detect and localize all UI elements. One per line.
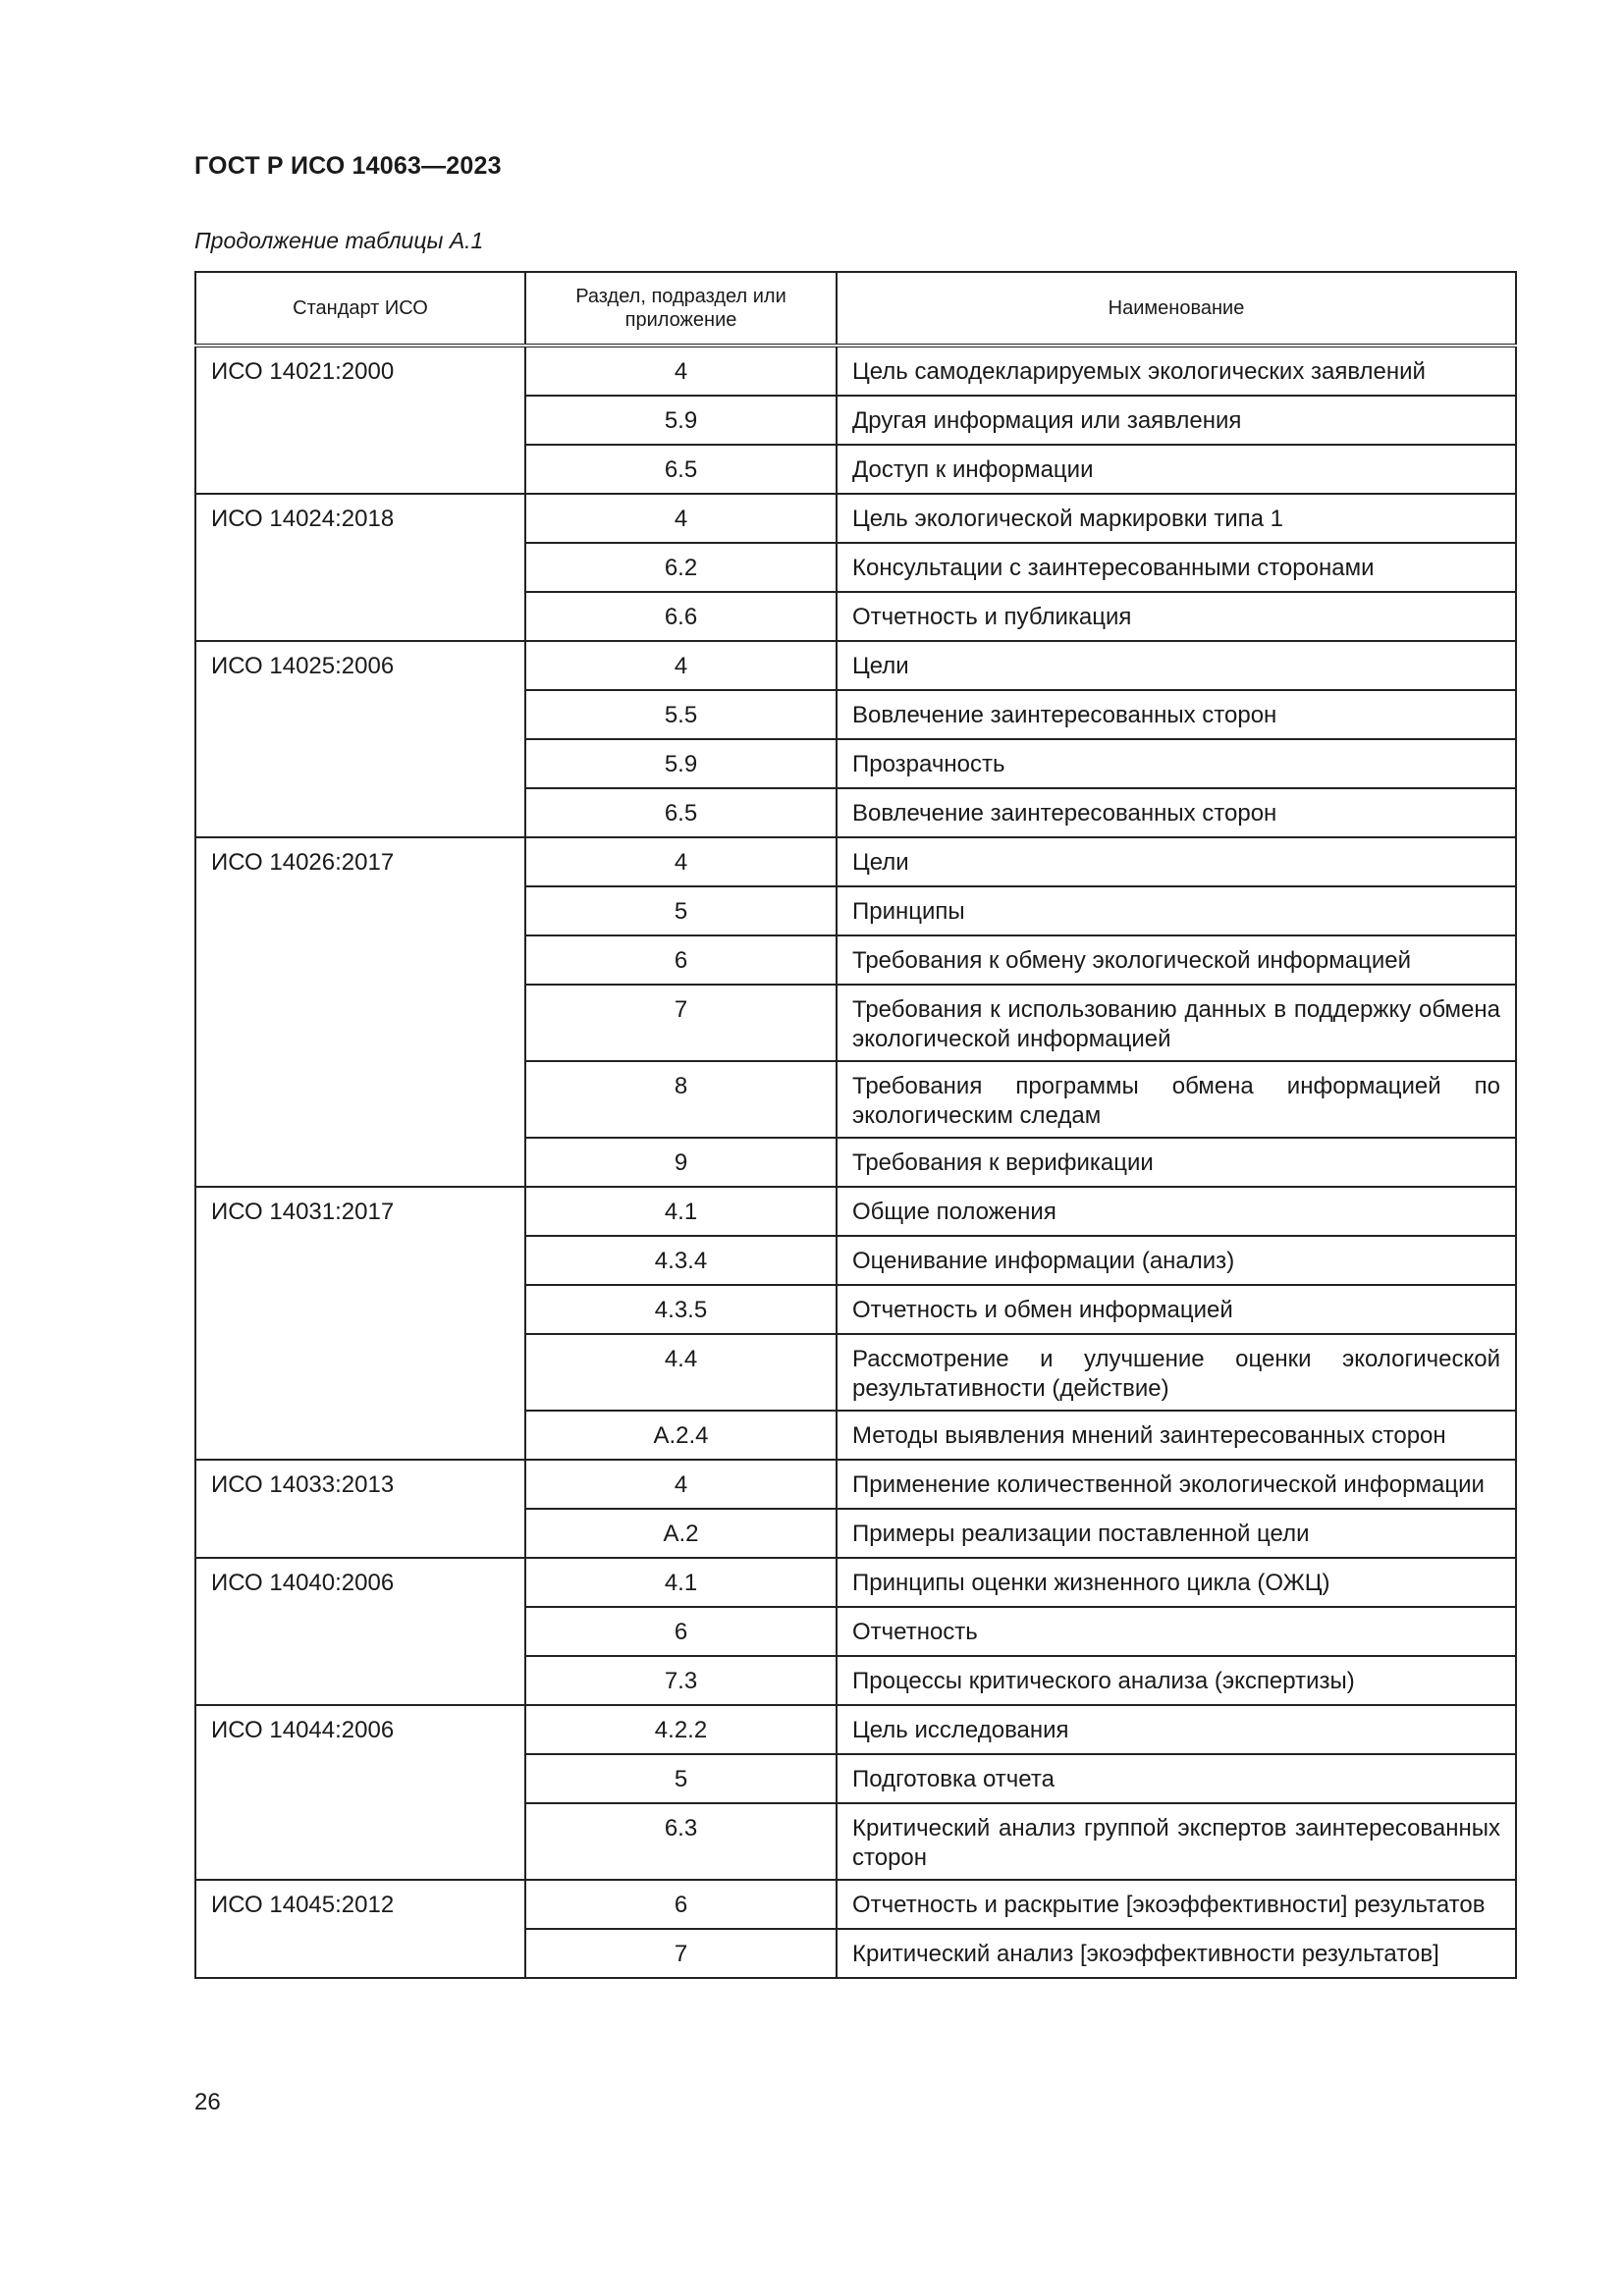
name-cell: Подготовка отчета [837,1754,1516,1803]
section-cell: 5.9 [525,739,837,788]
section-cell: 4 [525,641,837,690]
name-cell: Критический анализ [экоэффективности результатов] [837,1929,1516,1978]
table-caption: Продолжение таблицы А.1 [194,228,484,253]
standard-cell: ИСО 14033:2013 [195,1460,525,1558]
name-cell: Прозрачность [837,739,1516,788]
standard-cell: ИСО 14024:2018 [195,494,525,641]
name-cell: Вовлечение заинтересованных сторон [837,788,1516,837]
name-cell: Требования к обмену экологической информацией [837,935,1516,985]
standard-cell: ИСО 14026:2017 [195,837,525,1187]
standard-cell: ИСО 14040:2006 [195,1558,525,1705]
name-cell: Методы выявления мнений заинтересованных сторон [837,1411,1516,1460]
name-cell: Цель экологической маркировки типа 1 [837,494,1516,543]
section-cell: 7 [525,1929,837,1978]
name-cell: Требования к верификации [837,1138,1516,1187]
section-cell: 5 [525,1754,837,1803]
section-cell: 6 [525,935,837,985]
section-cell: 6.2 [525,543,837,592]
standard-cell: ИСО 14045:2012 [195,1880,525,1978]
name-cell: Консультации с заинтересованными сторонами [837,543,1516,592]
section-cell: 4 [525,1460,837,1509]
name-cell: Примеры реализации поставленной цели [837,1509,1516,1558]
section-cell: 6.5 [525,445,837,494]
table-row [195,1705,1516,1754]
table-row [195,1460,1516,1509]
name-cell: Применение количественной экологической информации [837,1460,1516,1509]
name-cell: Процессы критического анализа (экспертизы) [837,1656,1516,1705]
name-cell: Цели [837,837,1516,886]
section-cell: 6 [525,1607,837,1656]
section-cell: 6.6 [525,592,837,641]
section-cell: А.2 [525,1509,837,1558]
section-cell: 6.5 [525,788,837,837]
table-row [195,1187,1516,1236]
section-cell: 4.4 [525,1334,837,1411]
name-cell: Оценивание информации (анализ) [837,1236,1516,1285]
name-cell: Рассмотрение и улучшение оценки экологической результативности (действие) [837,1334,1516,1411]
name-cell: Цели [837,641,1516,690]
name-cell: Вовлечение заинтересованных сторон [837,690,1516,739]
standard-cell: ИСО 14031:2017 [195,1187,525,1460]
name-cell: Принципы [837,886,1516,935]
name-cell: Другая информация или заявления [837,396,1516,445]
column-header-section: Раздел, подраздел или приложение [525,272,837,346]
section-cell: 9 [525,1138,837,1187]
section-cell: 5.5 [525,690,837,739]
name-cell: Цель исследования [837,1705,1516,1754]
name-cell: Отчетность и раскрытие [экоэффективности] результатов [837,1880,1516,1929]
name-cell: Требования программы обмена информацией по экологическим следам [837,1061,1516,1138]
table-row [195,641,1516,690]
standard-cell: ИСО 14025:2006 [195,641,525,837]
standards-table [194,271,1517,1979]
section-cell: 4.1 [525,1187,837,1236]
table-header-row [195,272,1516,346]
section-cell: 8 [525,1061,837,1138]
name-cell: Критический анализ группой экспертов заинтересованных сторон [837,1803,1516,1880]
section-cell: 7.3 [525,1656,837,1705]
section-cell: 4.3.4 [525,1236,837,1285]
section-cell: 4.1 [525,1558,837,1607]
name-cell: Доступ к информации [837,445,1516,494]
document-header: ГОСТ Р ИСО 14063—2023 [194,152,502,180]
section-cell: 7 [525,985,837,1061]
table-row [195,1558,1516,1607]
column-header-name: Наименование [837,272,1516,346]
section-cell: 4.2.2 [525,1705,837,1754]
name-cell: Отчетность и публикация [837,592,1516,641]
section-cell: 5.9 [525,396,837,445]
table-row [195,346,1516,396]
section-cell: 4 [525,837,837,886]
standard-cell: ИСО 14044:2006 [195,1705,525,1880]
name-cell: Отчетность [837,1607,1516,1656]
table-row [195,1880,1516,1929]
name-cell: Общие положения [837,1187,1516,1236]
table-row [195,837,1516,886]
section-cell: 5 [525,886,837,935]
column-header-standard: Стандарт ИСО [195,272,525,346]
name-cell: Требования к использованию данных в поддержку обмена экологической информацией [837,985,1516,1061]
section-cell: 4.3.5 [525,1285,837,1334]
section-cell: 4 [525,494,837,543]
name-cell: Принципы оценки жизненного цикла (ОЖЦ) [837,1558,1516,1607]
page-number: 26 [194,2089,221,2115]
table-body [195,346,1516,1978]
section-cell: 6.3 [525,1803,837,1880]
section-cell: 4 [525,346,837,396]
table-row [195,494,1516,543]
name-cell: Цель самодекларируемых экологических заявлений [837,346,1516,396]
section-cell: 6 [525,1880,837,1929]
standard-cell: ИСО 14021:2000 [195,346,525,494]
name-cell: Отчетность и обмен информацией [837,1285,1516,1334]
section-cell: А.2.4 [525,1411,837,1460]
